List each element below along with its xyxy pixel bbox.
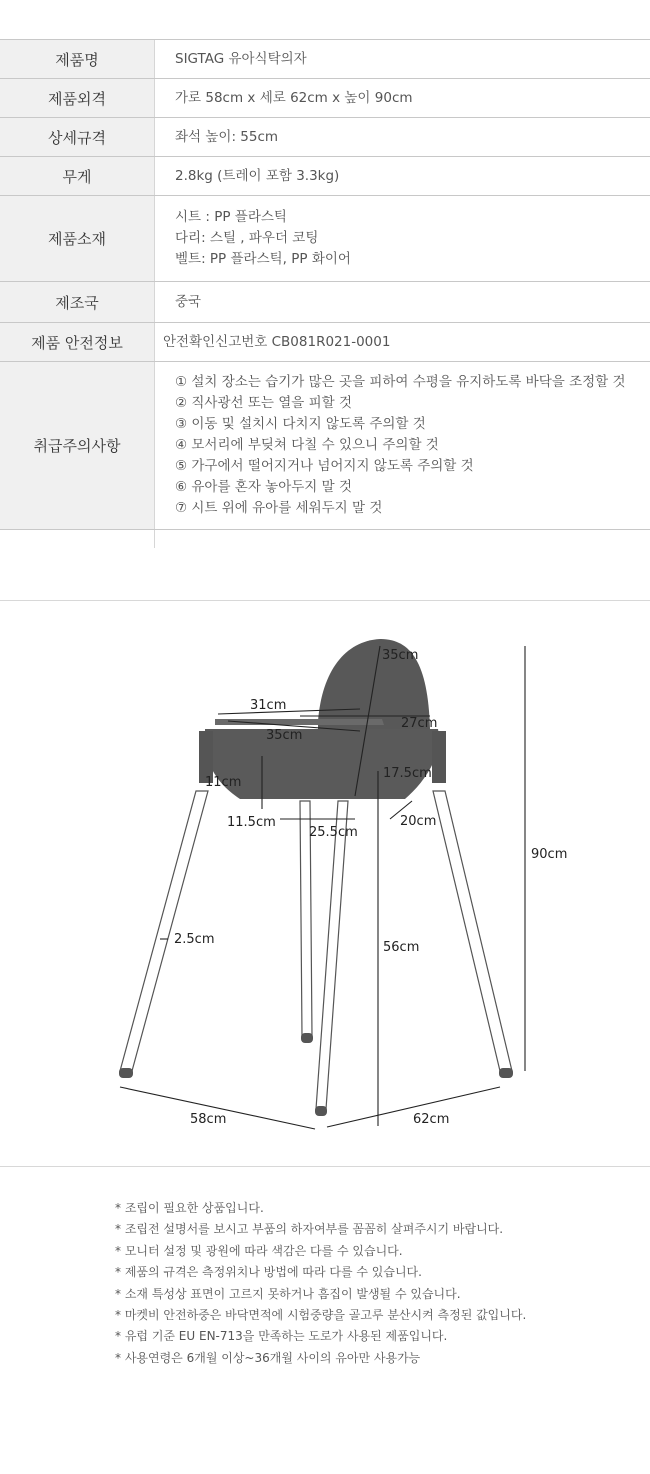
spec-value: 안전확인신고번호 CB081R021-0001 — [163, 333, 391, 350]
spec-label: 무게 — [0, 157, 155, 195]
spec-value: 좌석 높이: 55cm — [175, 128, 279, 145]
dim-total-height: 90cm — [531, 847, 568, 862]
spec-label: 제품 안전정보 — [0, 323, 155, 361]
dim-seat-height: 56cm — [383, 940, 420, 955]
spec-label: 제품외격 — [0, 79, 155, 117]
caution-item: ⑤ 가구에서 떨어지거나 넘어지지 않도록 주의할 것 — [175, 458, 474, 474]
caution-item: ① 설치 장소는 습기가 많은 곳을 피하여 수평을 유지하도록 바닥을 조정할 것 — [175, 374, 626, 390]
caution-item: ④ 모서리에 부딪쳐 다칠 수 있으니 주의할 것 — [175, 437, 439, 453]
spec-value: 다리: 스틸 , 파우더 코팅 — [175, 230, 319, 246]
notes-list — [115, 1198, 526, 1369]
dim-tray-width: 31cm — [250, 698, 287, 713]
spec-value: 2.8kg (트레이 포함 3.3kg) — [175, 167, 340, 184]
dim-leg-diameter: 2.5cm — [174, 932, 215, 947]
caution-item: ⑦ 시트 위에 유아를 세워두지 말 것 — [175, 500, 383, 516]
spec-label: 상세규격 — [0, 118, 155, 156]
note-item: * 유럽 기준 EU EN-713을 만족하는 도로가 사용된 제품입니다. — [115, 1329, 448, 1344]
spec-row-origin — [0, 282, 650, 323]
dim-seat-base-depth: 20cm — [400, 814, 437, 829]
caution-item: ③ 이동 및 설치시 다치지 않도록 주의할 것 — [175, 416, 426, 432]
caution-item: ⑥ 유아를 혼자 놓아두지 말 것 — [175, 479, 353, 495]
note-item: * 모니터 설정 및 광원에 따라 색감은 다를 수 있습니다. — [115, 1243, 403, 1258]
spec-table — [0, 39, 650, 548]
dim-tray-depth: 27cm — [401, 716, 438, 731]
spec-row-safety — [0, 323, 650, 362]
note-item: * 조립전 설명서를 보시고 부품의 하자여부를 꼼꼼히 살펴주시기 바랍니다. — [115, 1222, 504, 1237]
spec-row-material — [0, 196, 650, 282]
spec-label: 제품명 — [0, 40, 155, 78]
dim-seat-depth: 11.5cm — [227, 815, 276, 830]
note-item: * 마켓비 안전하중은 바닥면적에 시험중량을 골고루 분산시켜 측정된 값입니다. — [115, 1308, 527, 1323]
dim-depth: 62cm — [413, 1112, 450, 1127]
spec-row-weight — [0, 157, 650, 196]
dimension-diagram — [0, 600, 650, 1167]
note-item: * 제품의 규격은 측정위치나 방법에 따라 다를 수 있습니다. — [115, 1265, 422, 1280]
spec-label: 취급주의사항 — [0, 362, 155, 529]
dim-backrest-width: 35cm — [382, 648, 419, 663]
spec-value: SIGTAG 유아식탁의자 — [175, 50, 307, 67]
dim-front-height: 11cm — [205, 775, 242, 790]
spec-value: 벨트: PP 플라스틱, PP 화이어 — [175, 251, 351, 267]
note-item: * 사용연령은 6개월 이상~36개월 사이의 유아만 사용가능 — [115, 1350, 421, 1365]
spec-value: 가로 58cm x 세로 62cm x 높이 90cm — [175, 89, 413, 106]
spec-label: 제조국 — [0, 282, 155, 322]
spec-value: 중국 — [175, 293, 202, 310]
spec-value: 시트 : PP 플라스틱 — [175, 209, 287, 225]
highchair-drawing — [0, 601, 650, 1166]
spec-row-detail — [0, 118, 650, 157]
spec-label: 제품소재 — [0, 196, 155, 281]
dim-seat-width: 35cm — [266, 728, 303, 743]
note-item: * 소재 특성상 표면이 고르지 못하거나 흠집이 발생될 수 있습니다. — [115, 1286, 461, 1301]
notes-section — [0, 1166, 650, 1474]
note-item: * 조립이 필요한 상품입니다. — [115, 1201, 264, 1215]
spec-row-spacer — [0, 530, 650, 548]
spec-row-caution — [0, 362, 650, 530]
spec-row-name — [0, 40, 650, 79]
dim-seat-back-height: 17.5cm — [383, 766, 432, 781]
dim-width: 58cm — [190, 1112, 227, 1127]
dim-seat-base: 25.5cm — [309, 825, 358, 840]
caution-item: ② 직사광선 또는 열을 피할 것 — [175, 395, 353, 411]
spec-row-size — [0, 79, 650, 118]
